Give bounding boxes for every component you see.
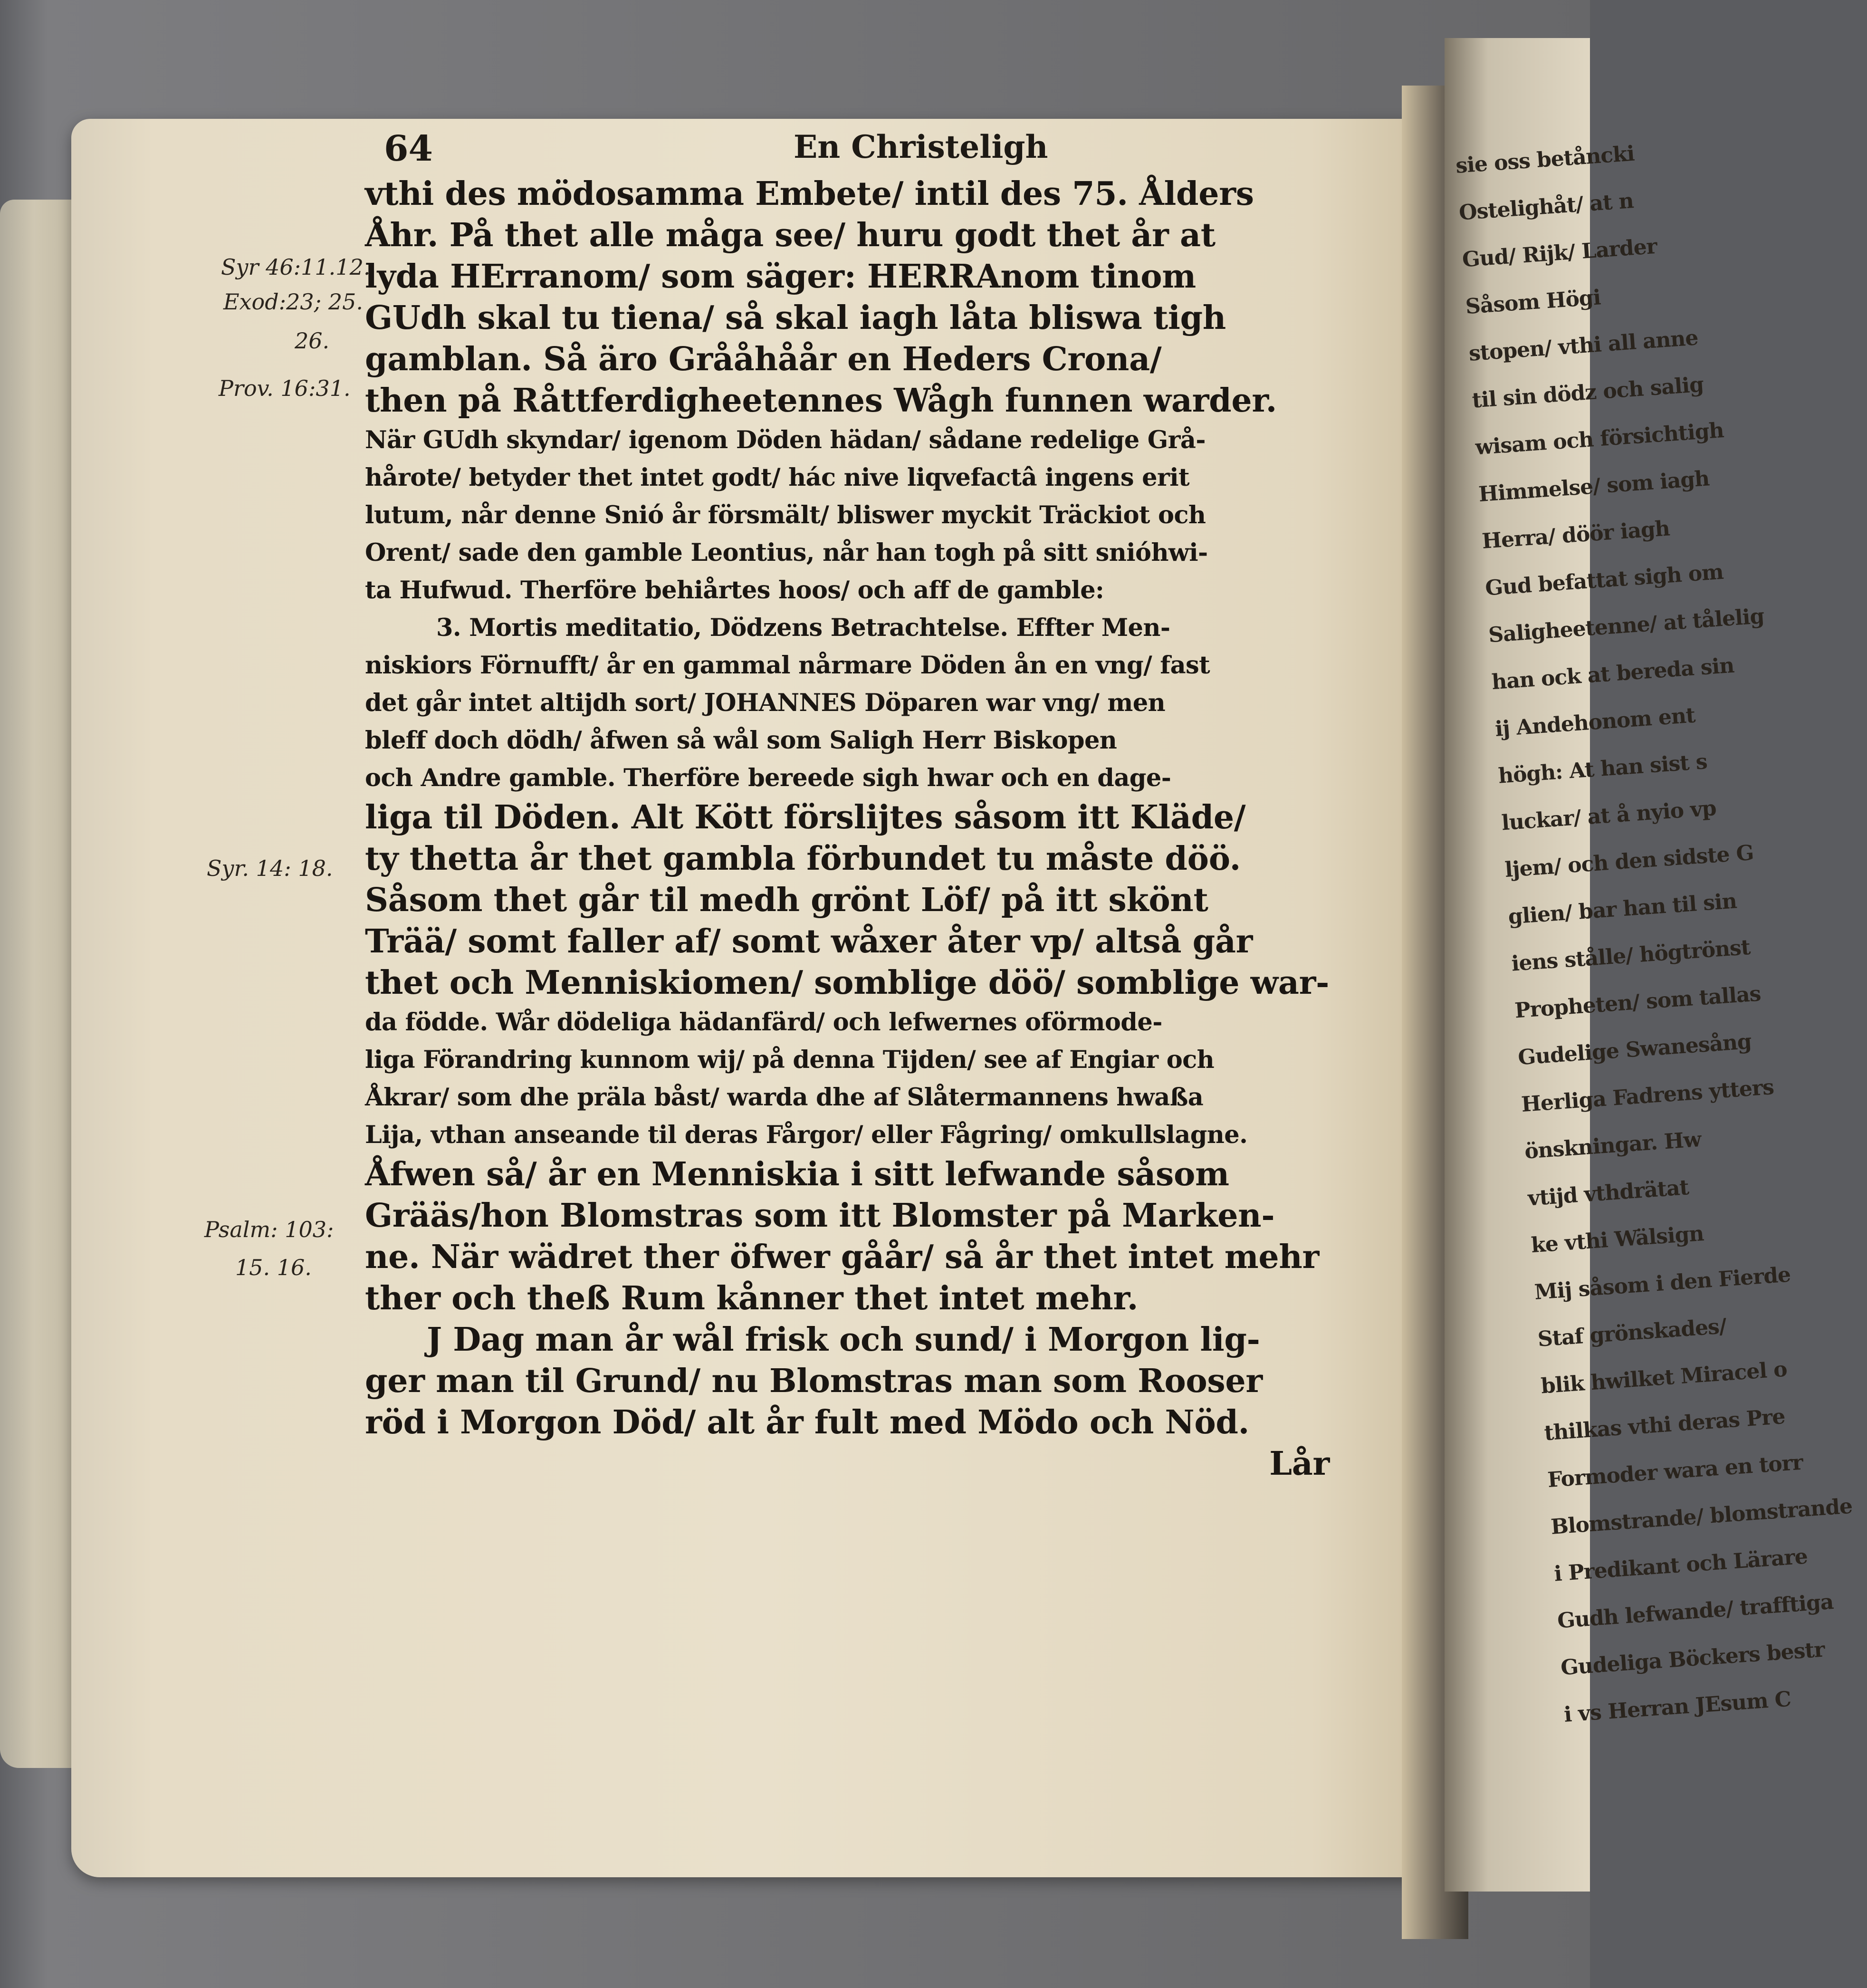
text-line: Lija, vthan anseande til deras Fårgor/ eller Fågring/ omkullslagne. bbox=[365, 1121, 1248, 1149]
text-line: liga Förandring kunnom wij/ på denna Tijden/ see af Engiar och bbox=[365, 1046, 1215, 1074]
facing-page-line: i vs Herran JEsum C bbox=[1563, 1687, 1792, 1727]
facing-page-line: Gud/ Rijk/ Larder bbox=[1461, 234, 1658, 272]
facing-page-line: stopen/ vthi all anne bbox=[1468, 326, 1699, 366]
text-line: När GUdh skyndar/ igenom Döden hädan/ sådane redelige Grå- bbox=[365, 426, 1206, 454]
text-line: Såsom thet går til medh grönt Löf/ på itt skönt bbox=[365, 881, 1208, 919]
catchword: Lår bbox=[1269, 1445, 1330, 1483]
facing-page-line: Staf grönskades/ bbox=[1537, 1314, 1727, 1352]
text-line: gamblan. Så äro Grååhåår en Heders Crona/ bbox=[365, 340, 1162, 378]
facing-page-line: thilkas vthi deras Pre bbox=[1543, 1404, 1786, 1446]
facing-page-line: Gudeliga Böckers bestr bbox=[1560, 1637, 1826, 1681]
running-title: En Christeligh bbox=[794, 128, 1048, 165]
text-line: bleff doch dödh/ åfwen så wål som Saligh Herr Biskopen bbox=[365, 726, 1117, 755]
margin-note: Psalm: 103: bbox=[204, 1217, 334, 1242]
facing-page-line: Blomstrande/ blomstrande bbox=[1550, 1494, 1853, 1539]
text-line: J Dag man år wål frisk och sund/ i Morgon lig- bbox=[427, 1321, 1260, 1359]
facing-page-line: ke vthi Wälsign bbox=[1530, 1221, 1704, 1258]
text-line: röd i Morgon Död/ alt år fult med Mödo och Nöd. bbox=[365, 1403, 1250, 1441]
text-line: Åkrar/ som dhe präla båst/ warda dhe af Slåtermannens hwaßa bbox=[365, 1083, 1204, 1112]
main-text bbox=[365, 173, 1334, 1485]
facing-page-line: högh: At han sist s bbox=[1497, 749, 1708, 788]
facing-page-line: glien/ bar han til sin bbox=[1507, 889, 1738, 929]
facing-page-line: Såsom Högi bbox=[1465, 285, 1601, 319]
text-line: Orent/ sade den gamble Leontius, når han togh på sitt snióhwi- bbox=[365, 538, 1208, 567]
facing-page-line: Saligheetenne/ at tålelig bbox=[1487, 604, 1765, 648]
text-line: ther och theß Rum kånner thet intet mehr. bbox=[365, 1279, 1139, 1317]
facing-page-line: iens stålle/ högtrönst bbox=[1511, 935, 1751, 976]
right-page bbox=[1445, 38, 1853, 1892]
text-line: da födde. Wår dödeliga hädanfärd/ och lefwernes oförmode- bbox=[365, 1008, 1162, 1037]
page-number: 64 bbox=[384, 128, 433, 169]
facing-page-line: Ostelighåt/ at n bbox=[1458, 189, 1635, 225]
text-line: ger man til Grund/ nu Blomstras man som Rooser bbox=[365, 1362, 1263, 1400]
text-line: then på Råttferdigheetennes Wågh funnen warder. bbox=[365, 382, 1277, 420]
text-line: thet och Menniskiomen/ somblige döö/ somblige war- bbox=[365, 964, 1330, 1002]
text-line: ta Hufwud. Therföre behiårtes hoos/ och aff de gamble: bbox=[365, 576, 1104, 605]
text-line: Åfwen så/ år en Menniskia i sitt lefwande såsom bbox=[365, 1155, 1229, 1193]
facing-page-line: han ock at bereda sin bbox=[1491, 653, 1735, 695]
facing-page-line: önskningar. Hw bbox=[1523, 1127, 1702, 1164]
margin-note: 15. 16. bbox=[235, 1255, 312, 1280]
facing-page-line: wisam och försichtigh bbox=[1474, 418, 1725, 460]
margin-note: Syr. 14: 18. bbox=[207, 855, 333, 881]
margin-note: 26. bbox=[295, 328, 330, 354]
facing-page-line: til sin dödz och salig bbox=[1471, 372, 1704, 413]
facing-page-line: luckar/ at å nyio vp bbox=[1501, 796, 1717, 836]
text-line: lutum, når denne Snió år försmält/ bliswer myckit Träckiot och bbox=[365, 501, 1206, 529]
facing-page-line: Gudelige Swanesång bbox=[1517, 1029, 1752, 1070]
text-line: 3. Mortis meditatio, Dödzens Betrachtelse. Effter Men- bbox=[436, 614, 1170, 642]
facing-page-line: Herra/ döör iagh bbox=[1481, 516, 1671, 554]
facing-page-line: Formoder wara en torr bbox=[1547, 1450, 1804, 1493]
text-line: ne. När wädret ther öfwer gåår/ så år thet intet mehr bbox=[365, 1238, 1319, 1276]
facing-page-text bbox=[1454, 133, 1853, 1738]
facing-page-line: i Predikant och Lärare bbox=[1553, 1544, 1809, 1586]
facing-page-line: Gudh lefwande/ trafftiga bbox=[1556, 1589, 1834, 1633]
facing-page-line: vtijd vthdrätat bbox=[1527, 1175, 1690, 1211]
text-line: Grääs/hon Blomstras som itt Blomster på Marken- bbox=[365, 1197, 1275, 1235]
text-line: Trää/ somt faller af/ somt wåxer åter vp/ altså går bbox=[365, 922, 1253, 960]
text-line: niskiors Förnufft/ år en gammal nårmare Döden ån en vng/ fast bbox=[365, 651, 1210, 680]
text-line: och Andre gamble. Therföre bereede sigh hwar och en dage- bbox=[365, 764, 1171, 792]
text-line: hårote/ betyder thet intet godt/ hác nive liqvefactâ ingens erit bbox=[365, 463, 1189, 492]
facing-page-line: sie oss betåncki bbox=[1455, 141, 1635, 178]
facing-page-line: Herliga Fadrens ytters bbox=[1520, 1075, 1775, 1117]
facing-page-line: Himmelse/ som iagh bbox=[1478, 466, 1710, 507]
margin-note: Syr 46:11.12. bbox=[221, 254, 371, 280]
text-line: ty thetta år thet gambla förbundet tu måste döö. bbox=[365, 840, 1241, 878]
facing-page-line: ljem/ och den sidste G bbox=[1504, 840, 1754, 883]
facing-page-line: Gud befattat sigh om bbox=[1484, 559, 1724, 601]
margin-note: Prov. 16:31. bbox=[219, 375, 351, 401]
text-line: det går intet altijdh sort/ JOHANNES Döparen war vng/ men bbox=[365, 689, 1166, 717]
text-line: lyda HErranom/ som säger: HERRAnom tinom bbox=[365, 258, 1196, 296]
facing-page-line: ij Andehonom ent bbox=[1494, 703, 1696, 741]
facing-page-line: Propheten/ som tallas bbox=[1513, 981, 1762, 1023]
facing-page-line: blik hwilket Miracel o bbox=[1540, 1357, 1788, 1399]
text-line: GUdh skal tu tiena/ så skal iagh låta bliswa tigh bbox=[365, 299, 1226, 337]
text-line: liga til Döden. Alt Kött förslijtes såsom itt Kläde/ bbox=[365, 798, 1246, 836]
text-line: vthi des mödosamma Embete/ intil des 75. Ålders bbox=[365, 175, 1254, 213]
facing-page-line: Mij såsom i den Fierde bbox=[1533, 1262, 1791, 1305]
text-line: Åhr. På thet alle måga see/ huru godt thet år at bbox=[365, 216, 1216, 254]
margin-note: Exod:23; 25. bbox=[223, 289, 363, 315]
